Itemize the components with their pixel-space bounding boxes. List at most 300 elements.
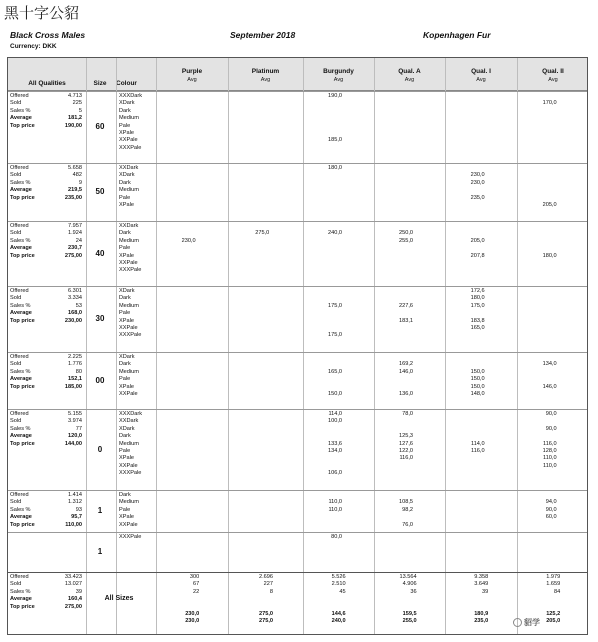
colour-item: XDark xyxy=(119,354,135,360)
colour-item: Pale xyxy=(119,448,131,455)
price-cell: 146,0 xyxy=(399,368,414,375)
stat-label: Sales % xyxy=(10,368,31,375)
colour-list xyxy=(119,411,142,478)
colour-item: XXXDark xyxy=(119,93,143,99)
price-cell: 235,0 xyxy=(470,194,485,201)
stat-row xyxy=(10,165,82,172)
price-cell: 116,0 xyxy=(543,440,557,447)
stat-value: 225 xyxy=(72,100,82,107)
stat-value: 7.957 xyxy=(68,223,82,229)
stat-row xyxy=(10,253,82,260)
stat-value: 152,1 xyxy=(68,376,82,383)
price-cell: 175,0 xyxy=(328,332,343,339)
colour-item: Medium xyxy=(119,440,139,447)
section-stats xyxy=(10,574,82,611)
stat-label: Sales % xyxy=(10,237,31,244)
stat-value: 6.301 xyxy=(68,288,82,294)
stat-row xyxy=(10,581,82,588)
price-cell: 207,8 xyxy=(470,252,485,259)
totals-cell: 39 xyxy=(481,588,489,595)
stat-label: Sales % xyxy=(10,506,31,513)
size-value: 50 xyxy=(95,187,105,196)
colour-item: Dark xyxy=(119,433,131,440)
stat-value: 95,7 xyxy=(71,514,82,521)
colour-list xyxy=(119,93,142,152)
price-cell: 240,0 xyxy=(328,230,343,237)
section-divider xyxy=(8,532,587,533)
stat-row xyxy=(10,100,82,107)
section-divider xyxy=(8,163,587,164)
totals-cell: 67 xyxy=(192,581,200,588)
colour-item: XXPale xyxy=(119,462,138,469)
header-grade-name: Platinum xyxy=(251,68,280,75)
stat-row xyxy=(10,295,82,302)
stat-row xyxy=(10,115,82,122)
section-divider xyxy=(8,409,587,410)
column-divider xyxy=(156,58,157,634)
colour-item: XXXPale xyxy=(119,267,142,274)
stat-label: Average xyxy=(10,514,32,521)
stat-row xyxy=(10,288,82,295)
price-cell: 128,0 xyxy=(542,448,557,454)
section-stats xyxy=(10,165,82,202)
column-divider xyxy=(445,58,446,634)
colour-item: XDark xyxy=(119,100,135,107)
stat-row xyxy=(10,596,82,603)
size-value: 30 xyxy=(95,314,105,323)
colour-item: Medium xyxy=(119,302,139,309)
report-publisher: Kopenhagen Fur xyxy=(423,30,491,40)
stat-label: Sold xyxy=(10,418,22,425)
stat-value: 3.334 xyxy=(68,295,82,302)
colour-item: XPale xyxy=(119,130,134,137)
stat-label: Average xyxy=(10,245,32,252)
stat-value: 235,00 xyxy=(64,194,82,201)
stat-label: Sales % xyxy=(10,107,31,114)
stat-value: 33.423 xyxy=(64,574,82,580)
stat-row xyxy=(10,384,82,391)
stat-label: Top price xyxy=(10,122,35,129)
stat-row xyxy=(10,195,82,202)
stat-value: 275,00 xyxy=(64,252,82,259)
stat-value: 482 xyxy=(72,172,82,179)
totals-cell: 2.696 xyxy=(259,574,273,580)
colour-item: XXDark xyxy=(119,165,139,171)
stat-value: 5.155 xyxy=(68,411,82,417)
totals-cell: 159,5 xyxy=(402,611,417,617)
stat-value: 80 xyxy=(75,368,82,375)
stat-label: Offered xyxy=(10,574,29,580)
stat-label: Offered xyxy=(10,223,29,229)
header-grade-name: Qual. II xyxy=(542,68,564,75)
stat-row xyxy=(10,180,82,187)
totals-cell: 230,0 xyxy=(185,611,200,617)
price-cell: 175,0 xyxy=(470,302,485,309)
colour-item: Dark xyxy=(119,361,131,368)
price-cell: 230,0 xyxy=(181,237,196,244)
colour-item: XDark xyxy=(119,288,135,294)
totals-cell: 240,0 xyxy=(331,618,346,625)
stat-label: Average xyxy=(10,433,32,440)
stat-label: Offered xyxy=(10,411,29,417)
totals-cell: 3.649 xyxy=(474,581,489,588)
price-cell: 230,0 xyxy=(470,172,485,179)
price-cell: 205,0 xyxy=(470,237,485,244)
header-grade xyxy=(517,68,589,84)
stat-value: 275,00 xyxy=(64,603,82,610)
price-cell: 227,6 xyxy=(399,302,414,309)
colour-item: Dark xyxy=(119,107,131,114)
price-cell: 125,3 xyxy=(399,433,414,440)
totals-cell: 36 xyxy=(410,588,417,595)
price-cell: 165,0 xyxy=(470,325,485,331)
header-grade xyxy=(228,68,303,84)
price-cell: 90,0 xyxy=(545,425,557,432)
header-grade-name: Qual. A xyxy=(398,68,421,75)
price-cell: 146,0 xyxy=(542,383,557,390)
colour-item: Medium xyxy=(119,115,139,122)
totals-cell: 275,0 xyxy=(259,618,273,625)
stat-value: 230,7 xyxy=(68,245,82,252)
stat-value: 160,4 xyxy=(68,596,82,603)
price-cell: 78,0 xyxy=(402,411,414,417)
colour-item: Medium xyxy=(119,237,139,244)
currency-label: Currency: DKK xyxy=(10,43,57,50)
price-cell: 110,0 xyxy=(543,462,557,469)
stat-label: Average xyxy=(10,115,32,122)
section-divider xyxy=(8,91,587,92)
stat-row xyxy=(10,418,82,425)
stat-label: Offered xyxy=(10,492,29,498)
report-title: Black Cross Males xyxy=(10,30,86,40)
price-cell: 150,0 xyxy=(470,376,485,383)
stat-value: 93 xyxy=(75,506,82,513)
stat-label: Offered xyxy=(10,288,29,294)
colour-item: Medium xyxy=(119,499,139,506)
stat-value: 230,00 xyxy=(64,317,82,324)
stat-value: 3.974 xyxy=(68,418,82,425)
price-cell: 106,0 xyxy=(328,470,343,477)
totals-cell: 1.659 xyxy=(546,581,561,588)
stat-row xyxy=(10,433,82,440)
size-value: 1 xyxy=(97,547,103,556)
stat-value: 2.225 xyxy=(68,354,82,360)
colour-item: Pale xyxy=(119,245,131,252)
price-cell: 180,0 xyxy=(542,252,557,259)
price-cell: 180,0 xyxy=(470,295,485,302)
chat-bubble-icon xyxy=(513,618,522,627)
stat-row xyxy=(10,426,82,433)
colour-item: XXPale xyxy=(119,391,138,398)
stat-row xyxy=(10,604,82,611)
price-cell: 170,0 xyxy=(542,100,557,107)
colour-item: Pale xyxy=(119,122,131,129)
price-cell: 100,0 xyxy=(328,418,343,425)
auction-report-table xyxy=(7,57,588,635)
price-cell: 205,0 xyxy=(542,202,557,208)
size-value: 00 xyxy=(95,375,105,385)
stat-label: Top price xyxy=(10,317,35,324)
report-date: September 2018 xyxy=(230,30,296,40)
totals-cell: 13.564 xyxy=(399,574,417,580)
stat-row xyxy=(10,574,82,581)
colour-item: XXPale xyxy=(119,137,138,144)
price-cell: 165,0 xyxy=(328,368,343,375)
price-cell: 255,0 xyxy=(399,237,414,244)
stat-row xyxy=(10,441,82,448)
stat-value: 185,00 xyxy=(64,383,82,390)
price-cell: 275,0 xyxy=(255,230,270,237)
header-grade xyxy=(374,68,445,84)
stat-row xyxy=(10,492,82,499)
totals-cell: 275,0 xyxy=(259,611,273,617)
header-grade-sub: Avg xyxy=(187,77,197,83)
totals-cell: 1.979 xyxy=(546,574,561,580)
header-grade xyxy=(156,68,228,84)
stat-label: Average xyxy=(10,187,32,194)
stat-label: Average xyxy=(10,376,32,383)
stat-value: 1.776 xyxy=(68,361,82,368)
colour-item: Dark xyxy=(119,295,131,302)
stat-row xyxy=(10,507,82,514)
totals-cell: 230,0 xyxy=(185,618,200,625)
price-cell: 110,0 xyxy=(543,455,557,462)
section-stats xyxy=(10,223,82,260)
stat-value: 144,00 xyxy=(64,440,82,447)
price-cell: 127,6 xyxy=(399,440,414,447)
section-stats xyxy=(10,288,82,325)
colour-item: XPale xyxy=(119,202,134,209)
price-cell: 169,2 xyxy=(399,361,414,368)
price-cell: 136,0 xyxy=(399,391,414,397)
watermark-text: 貂学 xyxy=(524,618,540,627)
stat-label: Sold xyxy=(10,361,22,368)
price-cell: 172,6 xyxy=(470,288,485,294)
price-cell: 134,0 xyxy=(328,448,343,454)
header-grade-name: Burgundy xyxy=(323,68,354,75)
stat-value: 77 xyxy=(75,425,82,432)
totals-cell: 4.906 xyxy=(402,581,417,588)
stat-label: Sales % xyxy=(10,588,31,595)
section-divider xyxy=(8,221,587,222)
price-cell: 90,0 xyxy=(545,506,557,513)
colour-list xyxy=(119,288,141,340)
section-stats xyxy=(10,411,82,448)
stat-label: Sales % xyxy=(10,425,31,432)
stat-row xyxy=(10,223,82,230)
colour-list xyxy=(119,534,141,541)
totals-divider xyxy=(8,572,587,573)
stat-label: Sales % xyxy=(10,302,31,309)
colour-item: XPale xyxy=(119,455,134,462)
section-stats xyxy=(10,93,82,130)
price-cell: 114,0 xyxy=(328,411,343,417)
header-grade-sub: Avg xyxy=(548,77,558,83)
colour-item: XDark xyxy=(119,172,135,179)
colour-item: XXXDark xyxy=(119,411,143,417)
stat-value: 168,0 xyxy=(68,310,82,317)
page-title: 黑十字公貂 xyxy=(4,4,80,22)
totals-cell: 2.510 xyxy=(331,581,346,588)
stat-label: Sold xyxy=(10,581,22,588)
stat-value: 53 xyxy=(75,302,82,309)
totals-cell: 227 xyxy=(263,581,273,588)
price-cell: 183,1 xyxy=(399,317,414,324)
size-value: 40 xyxy=(95,248,105,258)
price-cell: 175,0 xyxy=(328,302,343,309)
stat-label: Top price xyxy=(10,521,35,528)
column-divider xyxy=(517,58,518,634)
column-divider xyxy=(228,58,229,634)
colour-list xyxy=(119,492,139,529)
section-stats xyxy=(10,492,82,529)
totals-cell: 144,6 xyxy=(331,611,346,617)
column-divider xyxy=(116,58,117,634)
stat-value: 219,5 xyxy=(68,187,82,194)
stat-label: Sold xyxy=(10,295,22,302)
stat-value: 5 xyxy=(78,107,82,114)
size-value: 60 xyxy=(95,122,105,131)
stat-value: 4.713 xyxy=(68,93,82,99)
colour-item: Medium xyxy=(119,368,139,375)
colour-item: Medium xyxy=(119,187,139,194)
totals-cell: 22 xyxy=(192,588,200,595)
colour-item: Dark xyxy=(119,492,131,498)
stat-row xyxy=(10,522,82,529)
stat-label: Top price xyxy=(10,603,35,610)
totals-cell: 5.526 xyxy=(331,574,346,580)
price-cell: 133,6 xyxy=(328,440,343,447)
stat-row xyxy=(10,354,82,361)
header-grade xyxy=(303,68,374,84)
watermark xyxy=(513,617,540,628)
stat-label: Top price xyxy=(10,194,35,201)
stat-label: Offered xyxy=(10,165,29,171)
stat-value: 110,00 xyxy=(65,521,82,528)
price-cell: 185,0 xyxy=(328,137,343,144)
totals-cell: 45 xyxy=(339,588,346,595)
stat-value: 181,2 xyxy=(68,115,82,122)
price-cell: 250,0 xyxy=(399,230,414,237)
stat-row xyxy=(10,369,82,376)
colour-item: XXXPale xyxy=(119,470,142,477)
totals-cell: 300 xyxy=(189,574,200,580)
colour-list xyxy=(119,223,141,275)
colour-item: Pale xyxy=(119,310,131,317)
header-grade-name: Purple xyxy=(181,68,203,75)
totals-cell: 125,2 xyxy=(546,611,561,617)
price-cell: 134,0 xyxy=(542,361,557,368)
stat-label: Average xyxy=(10,310,32,317)
price-cell: 122,0 xyxy=(399,448,414,454)
colour-item: XXDark xyxy=(119,223,139,229)
totals-cell: 235,0 xyxy=(474,618,489,625)
stat-label: Offered xyxy=(10,93,29,99)
colour-list xyxy=(119,165,139,209)
header-size: Size xyxy=(93,80,107,87)
stat-label: Sold xyxy=(10,172,22,179)
totals-cell: 9.358 xyxy=(474,574,489,580)
price-cell: 80,0 xyxy=(331,534,343,540)
stat-row xyxy=(10,376,82,383)
stat-label: Top price xyxy=(10,383,35,390)
stat-value: 13.027 xyxy=(64,581,82,588)
price-cell: 148,0 xyxy=(470,391,485,397)
colour-item: XXPale xyxy=(119,325,138,332)
totals-cell: 8 xyxy=(269,588,273,595)
all-sizes-label: All Sizes xyxy=(104,595,134,602)
stat-value: 39 xyxy=(75,588,82,595)
stat-row xyxy=(10,230,82,237)
totals-cell: 205,0 xyxy=(546,618,561,625)
colour-item: XPale xyxy=(119,514,134,521)
header-grade-sub: Avg xyxy=(476,77,486,83)
stat-value: 24 xyxy=(75,237,82,244)
stat-row xyxy=(10,411,82,418)
stat-value: 9 xyxy=(78,179,82,186)
price-cell: 116,0 xyxy=(399,455,414,462)
header-all-qualities: All Qualities xyxy=(28,80,66,87)
stat-row xyxy=(10,318,82,325)
colour-item: XPale xyxy=(119,317,134,324)
colour-item: Dark xyxy=(119,179,131,186)
colour-item: XXXPale xyxy=(119,332,142,339)
totals-cell: 84 xyxy=(553,588,561,595)
section-divider xyxy=(8,352,587,353)
price-cell: 98,2 xyxy=(402,506,414,513)
stat-value: 1.414 xyxy=(68,492,82,498)
stat-row xyxy=(10,514,82,521)
price-cell: 94,0 xyxy=(545,499,557,506)
price-cell: 150,0 xyxy=(470,383,485,390)
price-cell: 180,0 xyxy=(328,165,343,171)
stat-label: Offered xyxy=(10,354,29,360)
stat-row xyxy=(10,123,82,130)
totals-cell: 180,9 xyxy=(474,611,489,617)
colour-list xyxy=(119,354,139,398)
colour-item: XPale xyxy=(119,252,134,259)
stat-label: Sales % xyxy=(10,179,31,186)
price-cell: 190,0 xyxy=(328,93,343,99)
section-divider xyxy=(8,286,587,287)
price-cell: 90,0 xyxy=(545,411,557,417)
stat-value: 120,0 xyxy=(68,433,82,440)
stat-value: 190,00 xyxy=(64,122,82,129)
price-cell: 230,0 xyxy=(470,179,485,186)
colour-item: XXDark xyxy=(119,418,139,425)
stat-row xyxy=(10,361,82,368)
price-cell: 76,0 xyxy=(402,521,414,528)
price-cell: 116,0 xyxy=(471,448,485,454)
section-divider xyxy=(8,490,587,491)
header-grade-sub: Avg xyxy=(333,77,344,83)
stat-row xyxy=(10,245,82,252)
stat-row xyxy=(10,172,82,179)
totals-cell: 255,0 xyxy=(402,618,417,625)
colour-item: XXPale xyxy=(119,260,138,267)
stat-value: 1.924 xyxy=(68,230,82,237)
colour-item: Pale xyxy=(119,506,131,513)
colour-item: XPale xyxy=(119,383,134,390)
header-grade xyxy=(445,68,517,84)
stat-value: 1.312 xyxy=(68,499,82,506)
stat-label: Sold xyxy=(10,100,22,107)
column-header-band xyxy=(8,58,587,91)
price-cell: 150,0 xyxy=(470,368,485,375)
stat-row xyxy=(10,303,82,310)
stat-row xyxy=(10,187,82,194)
header-grade-sub: Avg xyxy=(404,77,415,83)
